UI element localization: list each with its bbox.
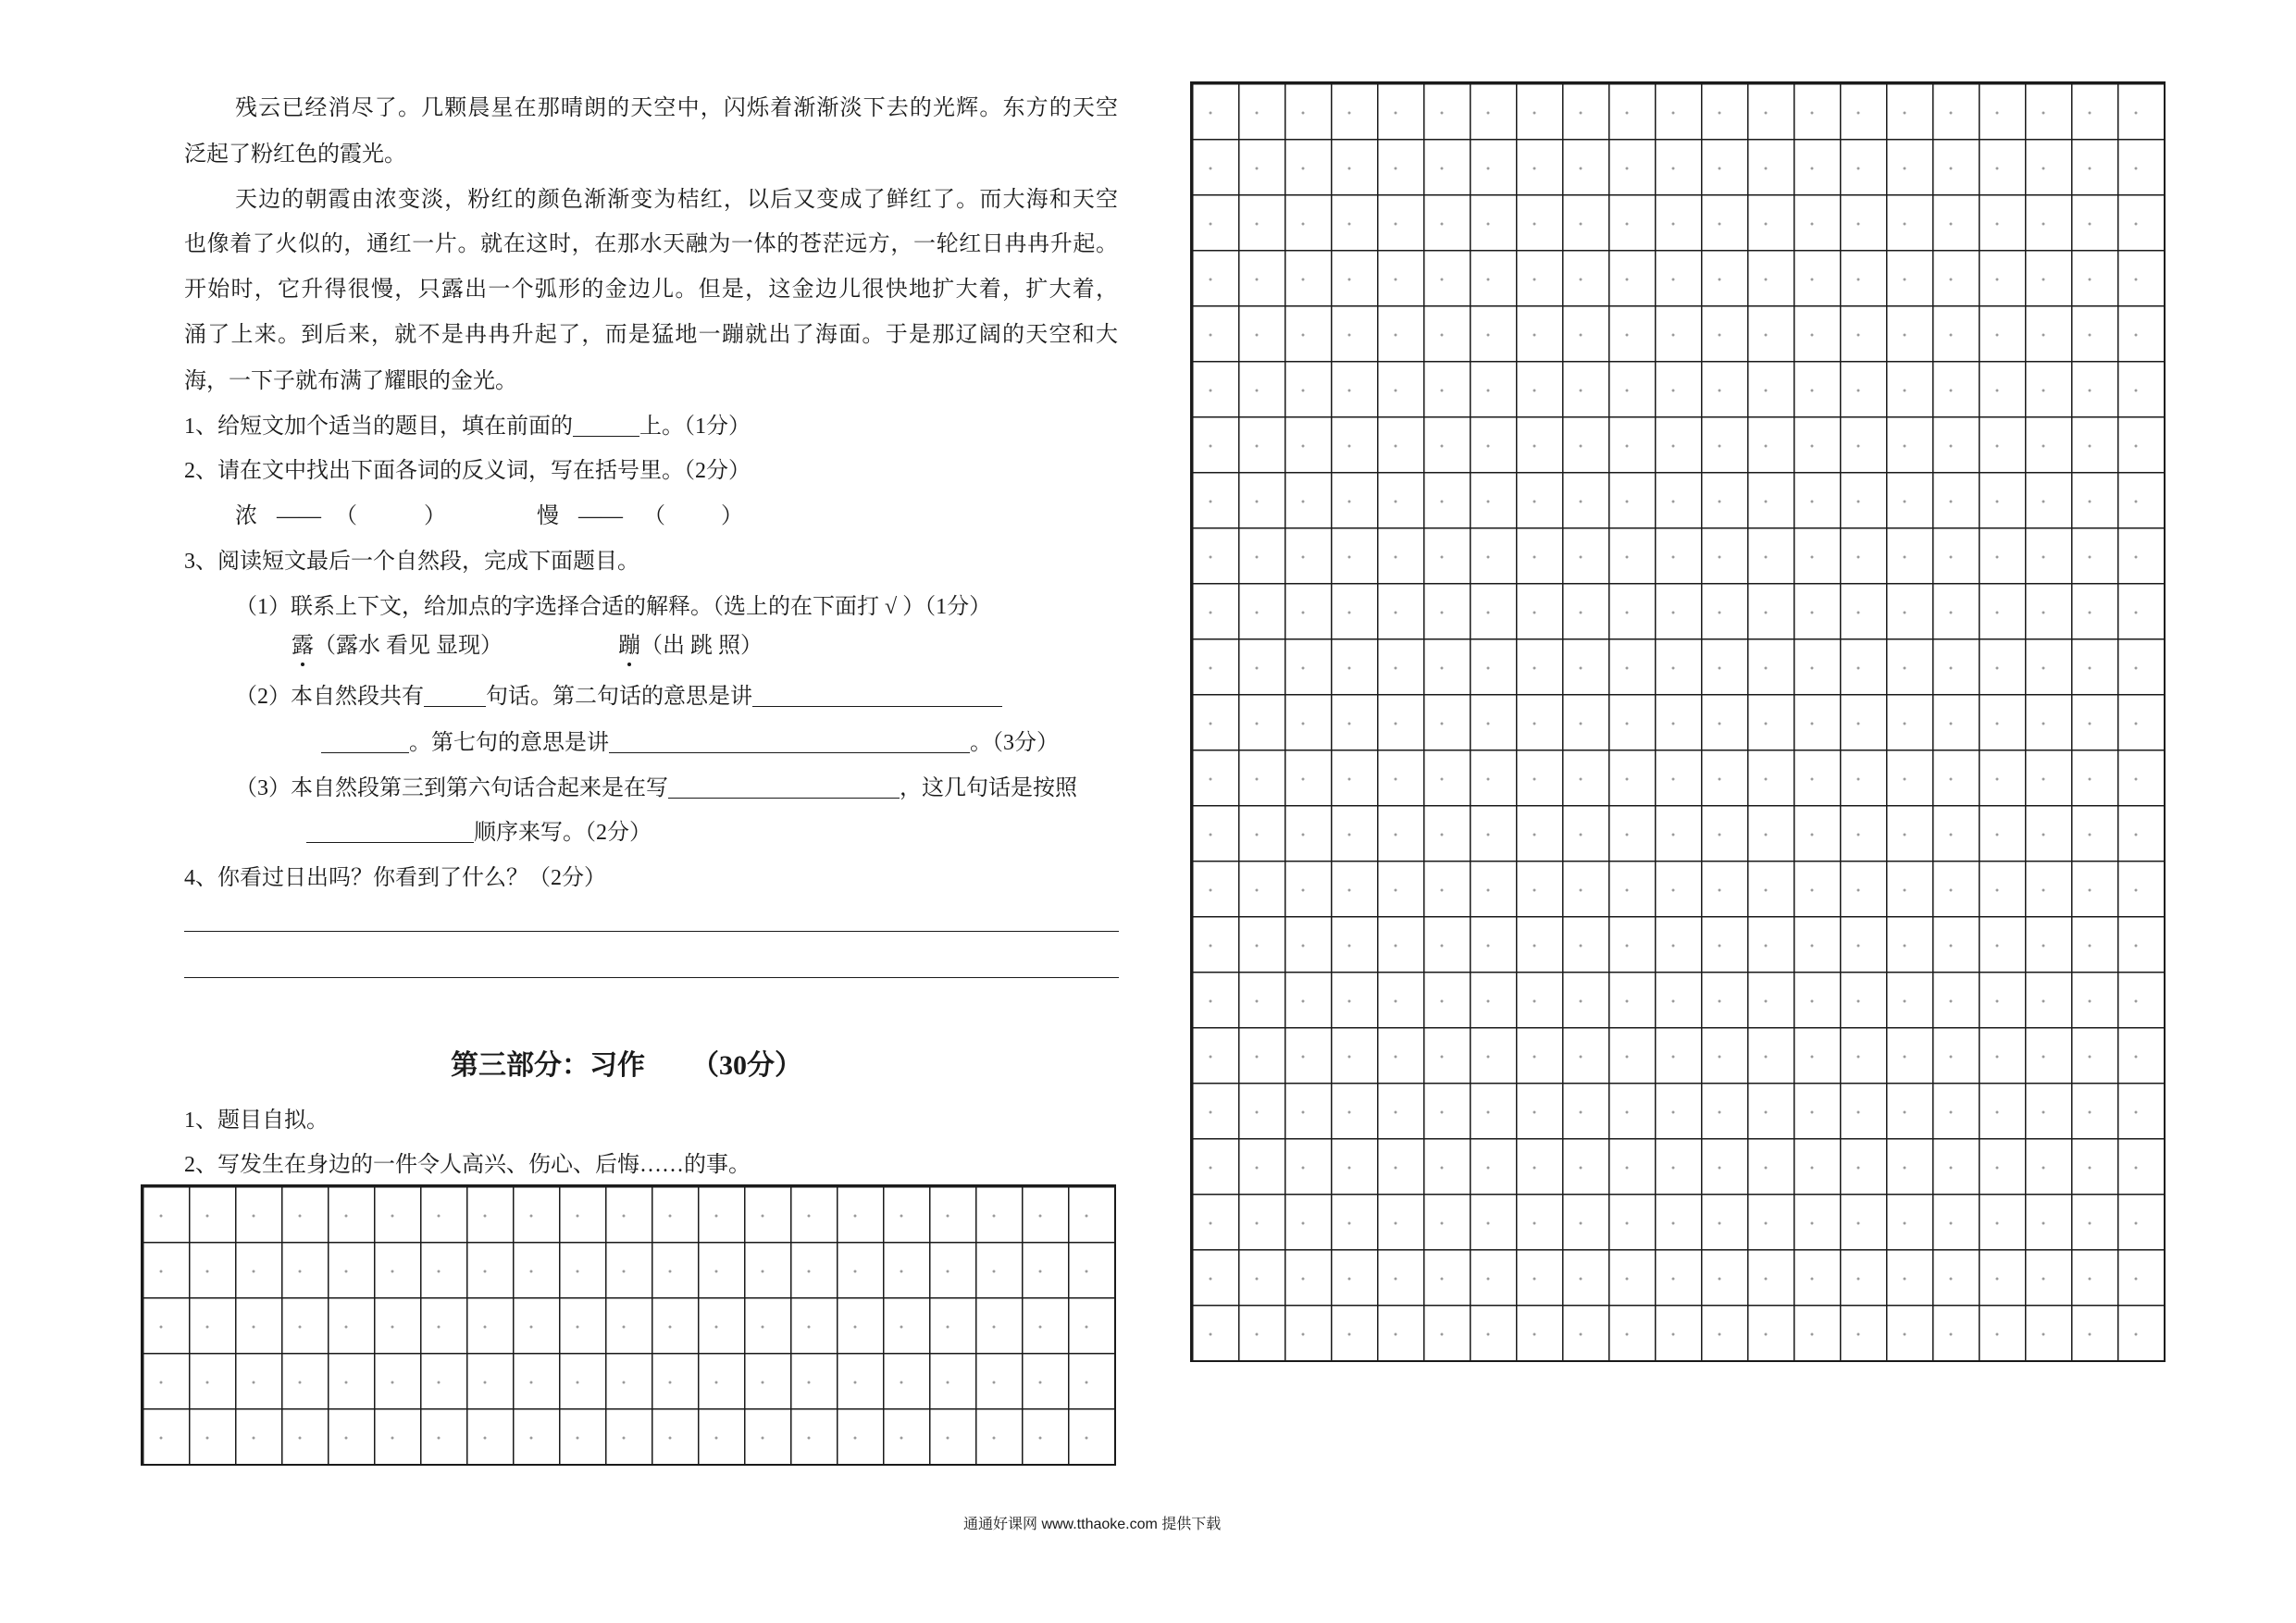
composition-requirement-1: 1、题目自拟。: [184, 1109, 329, 1133]
question-2-text: 2、请在文中找出下面各词的反义词，写在括号里。（2分）: [184, 459, 751, 483]
question-1-score: 上。（1分）: [639, 415, 751, 439]
passage-line: 涌了上来。到后来，就不是冉冉升起了，而是猛地一蹦就出了海面。于是那辽阔的天空和大: [184, 323, 1118, 347]
footer-source: 通通好课网 www.tthaoke.com 提供下载: [963, 1517, 1222, 1532]
dotted-char-beng: 蹦: [618, 634, 640, 658]
passage-line: 泛起了粉红色的霞光。: [184, 142, 406, 167]
sentence-count-blank: [424, 686, 486, 707]
sub3-text-3: 顺序来写。（2分）: [474, 821, 652, 845]
question-3-sub3-line-1: [235, 774, 1077, 802]
question-3-sub2-line-2: [321, 729, 1059, 757]
sub2-text-3: 。第七句的意思是讲: [409, 731, 609, 755]
composition-requirement-2: 2、写发生在身边的一件令人高兴、伤心、后悔……的事。: [184, 1153, 751, 1177]
antonym-bracket-close-2: ）: [721, 504, 743, 528]
second-sentence-blank-b: [321, 732, 409, 753]
question-3-sub3-line-2: [306, 819, 652, 847]
title-blank: [573, 415, 639, 437]
question-3-text: 3、阅读短文最后一个自然段，完成下面题目。: [184, 550, 639, 574]
sub2-text-4: 。（3分）: [970, 731, 1059, 755]
dotted-char-lu: 露: [292, 634, 314, 658]
sub2-text-1: （2）本自然段共有: [235, 685, 424, 709]
sub3-text-2: ，这几句话是按照: [900, 776, 1077, 800]
writing-grid-right: [1190, 81, 2166, 1362]
writing-grid-left: [141, 1184, 1116, 1466]
passage-line: 天边的朝霞由浓变淡，粉红的颜色渐渐变为桔红，以后又变成了鲜红了。而大海和天空: [235, 188, 1118, 212]
antonym-bracket-close-1: ）: [424, 504, 446, 528]
part3-score: （30分）: [691, 1050, 802, 1081]
antonym-dash-2: ——: [578, 504, 623, 528]
antonym-word-1: 浓: [235, 504, 257, 528]
question-3-sub2-line-1: [235, 683, 1002, 711]
passage-line: 海，一下子就布满了耀眼的金光。: [184, 369, 517, 393]
passage-line: 残云已经消尽了。几颗晨星在那晴朗的天空中，闪烁着渐渐淡下去的光辉。东方的天空: [235, 96, 1118, 120]
passage-line: 也像着了火似的，通红一片。就在这时，在那水天融为一体的苍茫远方，一轮红日冉冉升起。: [184, 232, 1118, 256]
part3-title: 第三部分：习作: [451, 1050, 645, 1081]
antonym-bracket-open-1: （: [335, 504, 357, 528]
question-3-sub1-text: （1）联系上下文，给加点的字选择合适的解释。（选上的在下面打 √ ）（1分）: [235, 595, 992, 619]
sub2-text-2: 句话。第二句话的意思是讲: [486, 685, 752, 709]
order-blank: [306, 822, 474, 843]
options-lu: （露水 看见 显现）: [314, 634, 503, 658]
antonym-word-2: 慢: [537, 504, 559, 528]
answer-line-2: [184, 977, 1119, 978]
antonym-dash-1: ——: [277, 504, 321, 528]
options-beng: （出 跳 照）: [640, 634, 763, 658]
second-sentence-blank-a: [752, 686, 1002, 707]
passage-line: 开始时，它升得很慢，只露出一个弧形的金边儿。但是，这金边儿很快地扩大着，扩大着，: [184, 278, 1118, 302]
sentences-topic-blank: [668, 777, 900, 799]
answer-line-1: [184, 931, 1119, 932]
question-1: [184, 413, 751, 440]
seventh-sentence-blank: [609, 732, 970, 753]
sub3-text-1: （3）本自然段第三到第六句话合起来是在写: [235, 776, 668, 800]
question-4-text: 4、你看过日出吗？你看到了什么？（2分）: [184, 866, 606, 890]
antonym-bracket-open-2: （: [643, 504, 665, 528]
question-1-text: 1、给短文加个适当的题目，填在前面的: [184, 415, 573, 439]
